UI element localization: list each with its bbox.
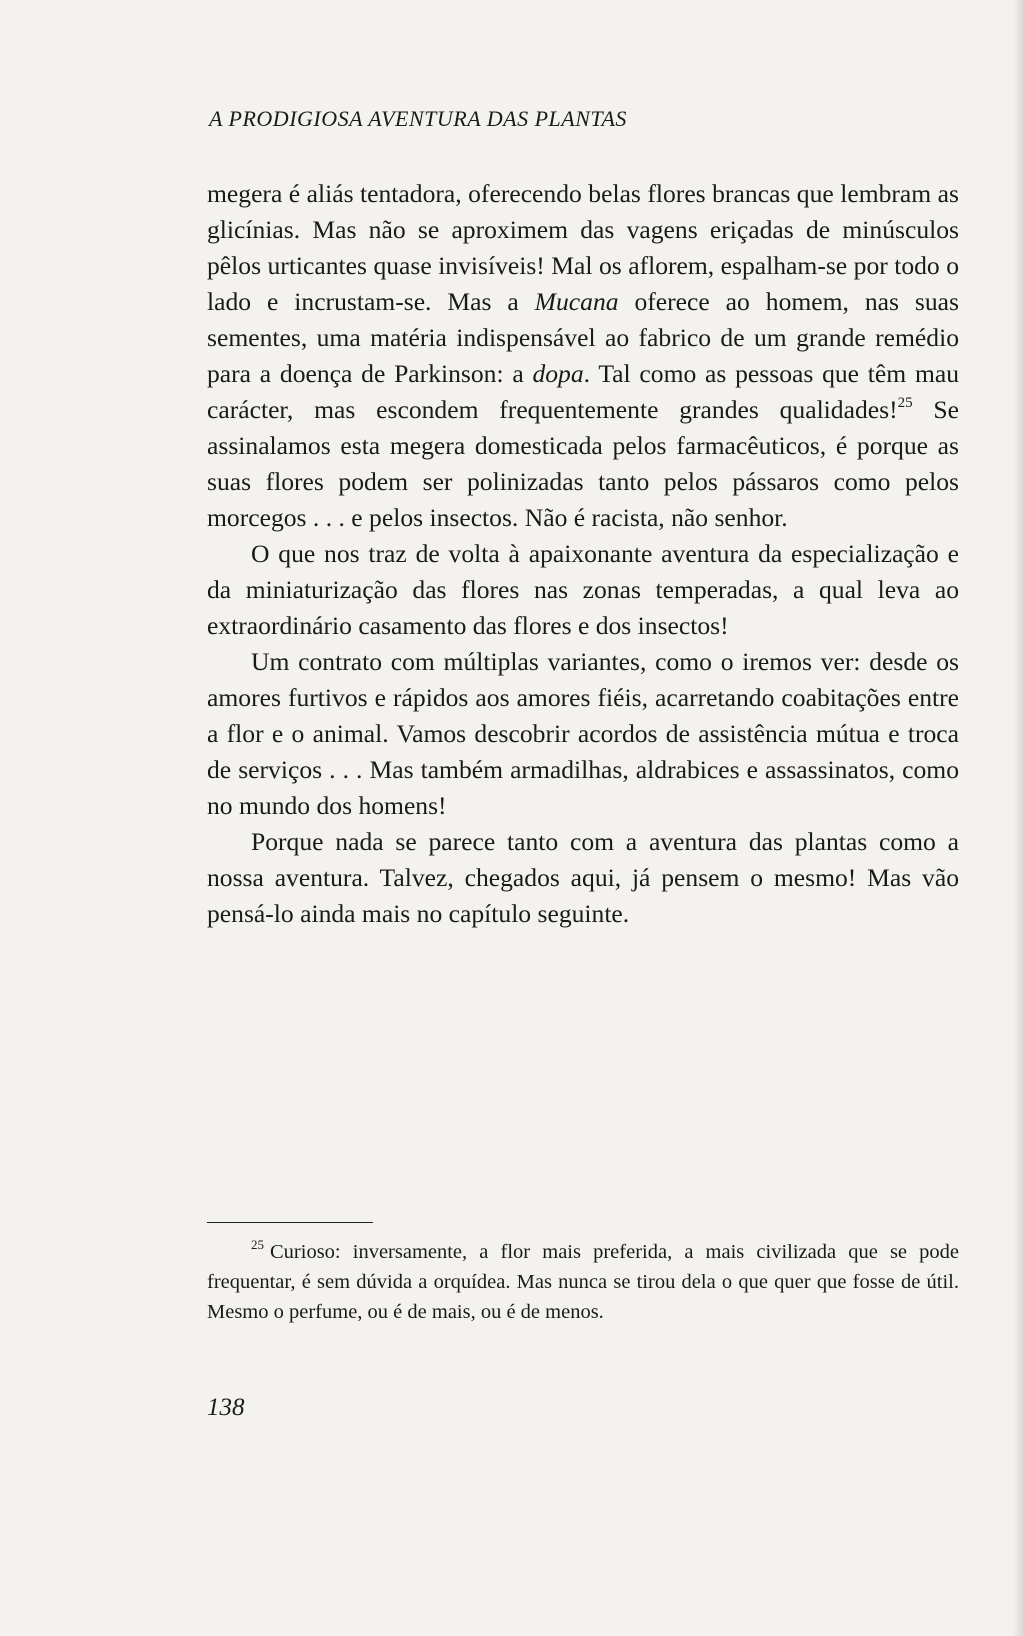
paragraph-1 — [207, 176, 959, 536]
footnote-divider — [207, 1222, 373, 1223]
italic-term-mucana: Mucana — [534, 287, 619, 316]
footnote-reference[interactable]: 25 — [897, 395, 913, 411]
paragraph-1-text-a: megera é aliás tentadora, oferecendo belas flores brancas que lembram as glicínias. Mas não se aproximem das vagens eriçadas de minúsculos pêlos urticantes quase invisíveis! Mal os aflorem, espalham-se por todo o lado e incrustam-se. Mas a — [207, 179, 959, 316]
running-head: A PRODIGIOSA AVENTURA DAS PLANTAS — [209, 106, 627, 131]
paragraph-1-text-b: oferece ao homem, nas suas sementes, uma matéria indispensável ao fabrico de um grande remédio para a doença de Parkinson: a — [207, 287, 959, 388]
footnote-text: Curioso: inversamente, a flor mais preferida, a mais civilizada que se pode frequentar, é sem dúvida a orquídea. Mas nunca se tirou dela o que quer que fosse de útil. Mesmo o perfume, ou é de mais, ou é de menos. — [207, 1241, 959, 1323]
paragraph-2: O que nos traz de volta à apaixonante aventura da especialização e da miniaturização das flores nas zonas temperadas, a qual leva ao extraordinário casamento das flores e dos insectos! — [207, 539, 959, 640]
page-edge-shadow — [1013, 0, 1025, 1636]
paragraph-3: Um contrato com múltiplas variantes, como o iremos ver: desde os amores furtivos e rápidos aos amores fiéis, acarretando coabitações entre a flor e o animal. Vamos descobrir acordos de assistência mútua e troca de serviços . . . Mas também armadilhas, aldrabices e assassinatos, como no mundo dos homens! — [207, 647, 959, 820]
italic-term-dopa: dopa — [532, 359, 584, 388]
paragraph-1-text-d: Se assinalamos esta megera domesticada pelos farmacêuticos, é porque as suas flores podem ser polinizadas tanto pelos pássaros como pelos morcegos . . . e pelos insectos. Não é racista, não senhor. — [207, 395, 959, 532]
footnote — [207, 1237, 959, 1327]
paragraph-4: Porque nada se parece tanto com a aventura das plantas como a nossa aventura. Talvez, chegados aqui, já pensem o mesmo! Mas vão pensá-lo ainda mais no capítulo seguinte. — [207, 827, 959, 928]
footnote-marker: 25 — [251, 1237, 264, 1252]
page-number: 138 — [207, 1394, 245, 1421]
paragraph-1-text-c: . Tal como as pessoas que têm mau carácter, mas escondem frequentemente grandes qualidades! — [207, 359, 960, 424]
body-text — [207, 176, 959, 932]
